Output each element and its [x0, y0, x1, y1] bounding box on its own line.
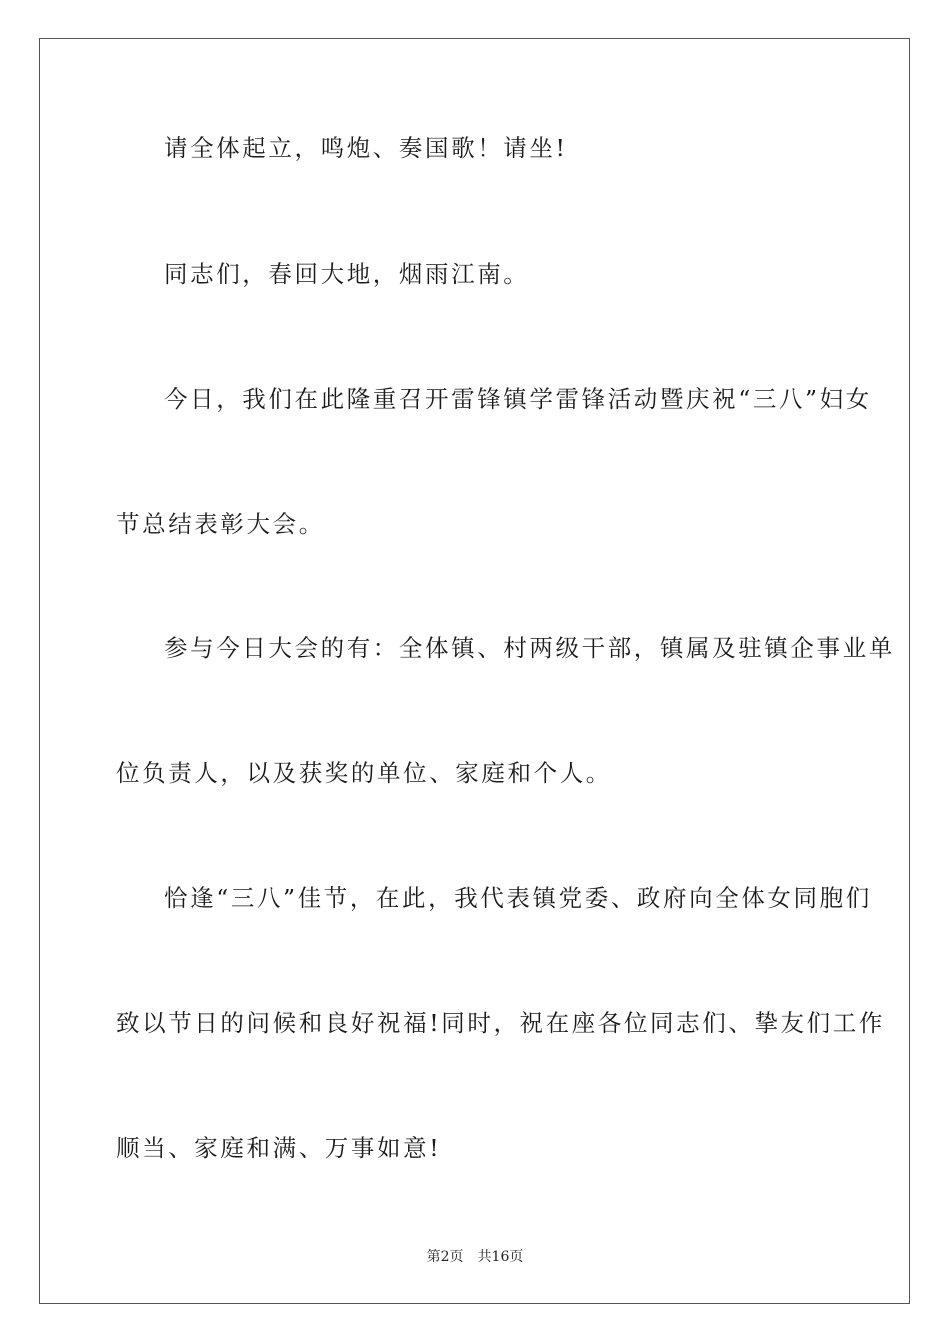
paragraph-line: 致以节日的问候和良好祝福!同时，祝在座各位同志们、挚友们工作 — [116, 1009, 885, 1037]
paragraph-line: 同志们，春回大地，烟雨江南。 — [164, 260, 530, 288]
paragraph-line: 位负责人，以及获奖的单位、家庭和个人。 — [116, 759, 612, 787]
paragraph-line: 今日，我们在此隆重召开雷锋镇学雷锋活动暨庆祝“三八”妇女 — [164, 385, 872, 413]
page-number: 第2页 — [426, 1249, 464, 1265]
paragraph-line: 请全体起立，鸣炮、奏国歌！请坐! — [164, 134, 568, 162]
paragraph-line: 节总结表彰大会。 — [116, 510, 325, 538]
page-border — [39, 38, 910, 1304]
paragraph-line: 顺当、家庭和满、万事如意! — [116, 1134, 442, 1162]
page-total: 共16页 — [477, 1249, 524, 1265]
paragraph-line: 参与今日大会的有：全体镇、村两级干部，镇属及驻镇企事业单 — [164, 634, 895, 662]
paragraph-line: 恰逢“三八”佳节，在此，我代表镇党委、政府向全体女同胞们 — [164, 884, 872, 912]
page-footer — [0, 1248, 950, 1266]
